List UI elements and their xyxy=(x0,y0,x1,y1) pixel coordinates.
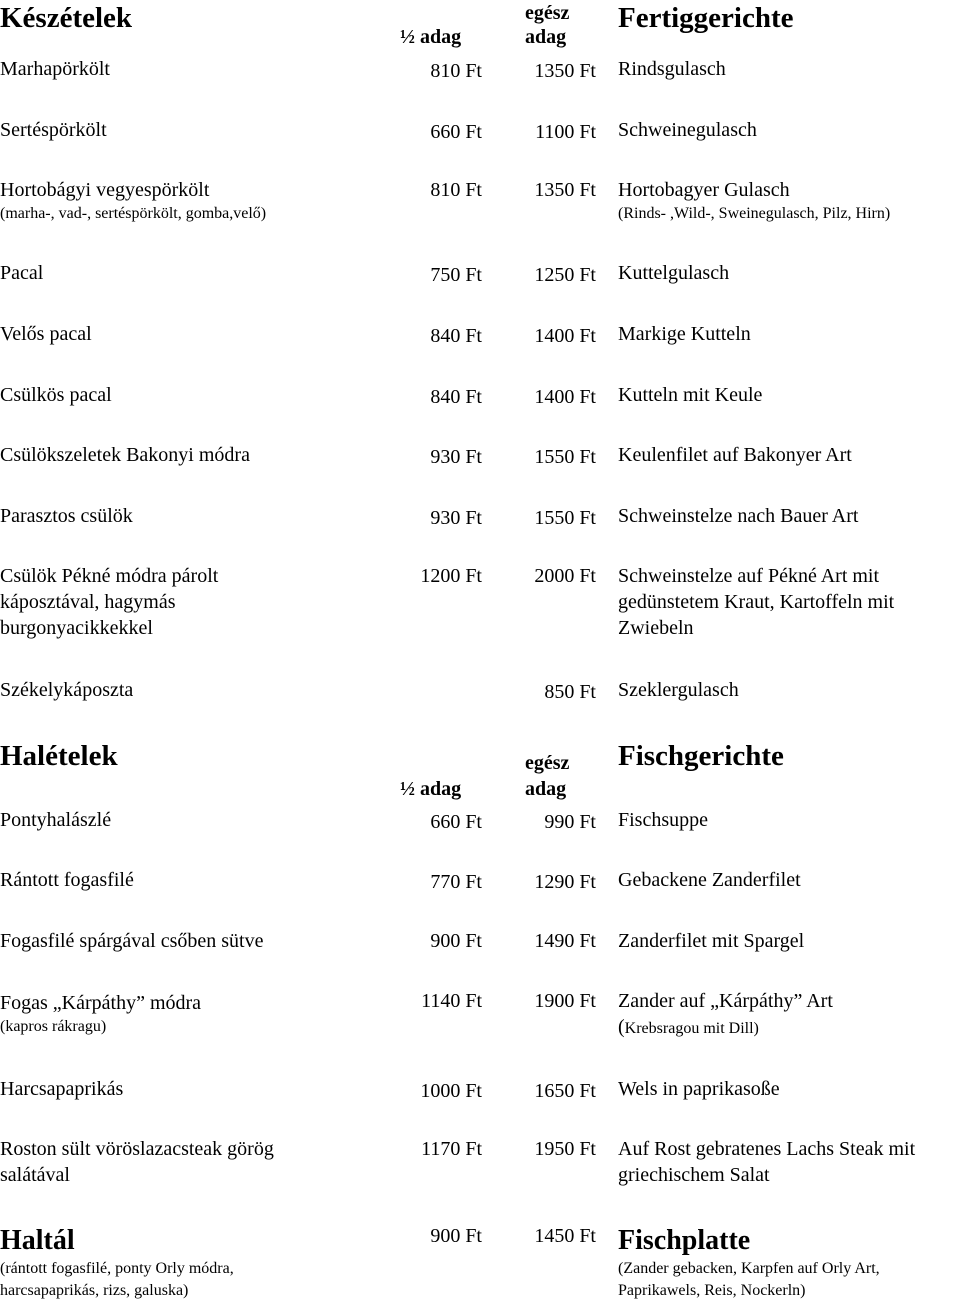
dish-name-de: Szeklergulasch xyxy=(618,679,739,701)
price-full: 990 Ft xyxy=(544,811,596,833)
dish-name-de: Zanderfilet mit Spargel xyxy=(618,930,805,952)
dish-name-de: Zander auf „Kárpáthy” Art xyxy=(618,990,833,1012)
section-title-main-de: Fertiggerichte xyxy=(618,2,794,34)
section-title-main-hu: Készételek xyxy=(0,2,133,34)
dish-name-hu: Fogasfilé spárgával csőben sütve xyxy=(0,930,264,952)
dish-name-hu: Parasztos csülök xyxy=(0,505,133,527)
dish-note-hu: (marha-, vad-, sertéspörkölt, gomba,velő) xyxy=(0,205,267,222)
price-full: 2000 Ft xyxy=(534,565,596,587)
dish-name-de-line: Zwiebeln xyxy=(618,617,694,639)
col-header-full-2: adag xyxy=(525,778,567,800)
price-full: 1400 Ft xyxy=(534,386,596,408)
dish-name-hu: Fogas „Kárpáthy” módra xyxy=(0,992,202,1014)
dish-name-de: Keulenfilet auf Bakonyer Art xyxy=(618,444,852,466)
price-half: 930 Ft xyxy=(430,446,482,468)
price-full: 1650 Ft xyxy=(534,1080,596,1102)
dish-name-de: Rindsgulasch xyxy=(618,58,726,80)
dish-name-de-line: Auf Rost gebratenes Lachs Steak mit xyxy=(618,1138,916,1160)
dish-name-hu: Székelykáposzta xyxy=(0,679,134,701)
dish-note-de-paren: ( xyxy=(618,1016,625,1038)
dish-name-de: Gebackene Zanderfilet xyxy=(618,869,801,891)
price-full: 850 Ft xyxy=(544,681,596,703)
price-full: 1950 Ft xyxy=(534,1138,596,1160)
price-half: 930 Ft xyxy=(430,507,482,529)
col-header-half: ½ adag xyxy=(400,778,462,800)
col-header-full-2: adag xyxy=(525,26,567,48)
dish-name-de: Schweinegulasch xyxy=(618,119,757,141)
dish-name-de: Wels in paprikasoße xyxy=(618,1078,780,1100)
dish-name-de-line: gedünstetem Kraut, Kartoffeln mit xyxy=(618,591,895,613)
dish-note-hu: (kapros rákragu) xyxy=(0,1018,107,1035)
price-half: 840 Ft xyxy=(430,325,482,347)
dish-name-hu: Pacal xyxy=(0,262,44,284)
dish-name-de: Kuttelgulasch xyxy=(618,262,730,284)
dish-name-hu-line: káposztával, hagymás xyxy=(0,591,176,613)
price-half: 900 Ft xyxy=(430,1225,482,1247)
dish-name-hu: Pontyhalászlé xyxy=(0,809,112,831)
price-half: 900 Ft xyxy=(430,930,482,952)
dish-note-hu-line: harcsapaprikás, rizs, galuska) xyxy=(0,1282,189,1299)
price-half: 1000 Ft xyxy=(420,1080,482,1102)
dish-name-hu: Csülökszeletek Bakonyi módra xyxy=(0,444,250,466)
price-full: 1550 Ft xyxy=(534,446,596,468)
dish-note-hu-line: (rántott fogasfilé, ponty Orly módra, xyxy=(0,1260,234,1277)
price-full: 1550 Ft xyxy=(534,507,596,529)
price-half: 810 Ft xyxy=(430,179,482,201)
dish-name-hu-line: Roston sült vöröslazacsteak görög xyxy=(0,1138,274,1160)
dish-name-de: Hortobagyer Gulasch xyxy=(618,179,790,201)
dish-name-hu-line: salátával xyxy=(0,1164,70,1186)
price-full: 1350 Ft xyxy=(534,60,596,82)
dish-name-de-bold: Fischplatte xyxy=(618,1225,751,1256)
dish-name-hu: Velős pacal xyxy=(0,323,92,345)
col-header-full-1: egész xyxy=(525,752,570,774)
section-title-fish-de: Fischgerichte xyxy=(618,740,784,772)
dish-name-hu: Hortobágyi vegyespörkölt xyxy=(0,179,210,201)
dish-name-hu: Sertéspörkölt xyxy=(0,119,107,141)
section-title-fish-hu: Halételek xyxy=(0,740,118,772)
col-header-full-1: egész xyxy=(525,2,570,24)
dish-note-de: (Rinds- ,Wild-, Sweinegulasch, Pilz, Hirn) xyxy=(618,205,891,222)
dish-name-hu: Harcsapaprikás xyxy=(0,1078,124,1100)
dish-name-hu: Rántott fogasfilé xyxy=(0,869,134,891)
price-half: 810 Ft xyxy=(430,60,482,82)
dish-name-de-line: Schweinstelze auf Pékné Art mit xyxy=(618,565,880,587)
price-half: 840 Ft xyxy=(430,386,482,408)
dish-name-de-line: griechischem Salat xyxy=(618,1164,770,1186)
dish-name-hu: Marhapörkölt xyxy=(0,58,110,80)
price-full: 1900 Ft xyxy=(534,990,596,1012)
dish-note-de-line: (Zander gebacken, Karpfen auf Orly Art, xyxy=(618,1260,880,1277)
dish-name-de: Kutteln mit Keule xyxy=(618,384,763,406)
dish-note-de-text: Krebsragou mit Dill) xyxy=(624,1020,759,1037)
col-header-half: ½ adag xyxy=(400,26,462,48)
price-half: 660 Ft xyxy=(430,121,482,143)
price-half: 1140 Ft xyxy=(421,990,482,1012)
price-full: 1290 Ft xyxy=(534,871,596,893)
dish-name-hu: Csülkös pacal xyxy=(0,384,112,406)
dish-name-hu-bold: Haltál xyxy=(0,1225,75,1256)
dish-name-de: Schweinstelze nach Bauer Art xyxy=(618,505,859,527)
price-half: 770 Ft xyxy=(430,871,482,893)
dish-name-hu-line: burgonyacikkekkel xyxy=(0,617,153,639)
price-full: 1350 Ft xyxy=(534,179,596,201)
price-full: 1450 Ft xyxy=(534,1225,596,1247)
price-full: 1490 Ft xyxy=(534,930,596,952)
price-half: 660 Ft xyxy=(430,811,482,833)
dish-name-de: Markige Kutteln xyxy=(618,323,751,345)
dish-name-de: Fischsuppe xyxy=(618,809,708,831)
price-half: 1200 Ft xyxy=(420,565,482,587)
price-full: 1250 Ft xyxy=(534,264,596,286)
price-half: 750 Ft xyxy=(430,264,482,286)
price-full: 1100 Ft xyxy=(535,121,596,143)
dish-name-hu-line: Csülök Pékné módra párolt xyxy=(0,565,219,587)
price-half: 1170 Ft xyxy=(421,1138,482,1160)
dish-note-de xyxy=(618,1014,759,1040)
dish-note-de-line: Paprikawels, Reis, Nockerln) xyxy=(618,1282,806,1299)
price-full: 1400 Ft xyxy=(534,325,596,347)
